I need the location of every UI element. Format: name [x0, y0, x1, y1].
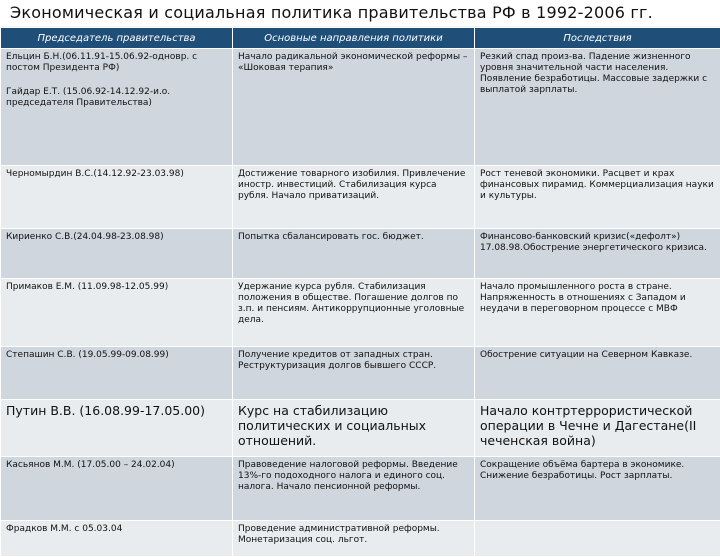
cell-policy: Проведение административной реформы. Монетаризация соц. льгот.: [233, 521, 475, 557]
table-row: [1, 521, 720, 557]
header-chair: Председатель правительства: [1, 28, 233, 49]
table-row: [1, 49, 720, 166]
table-row: [1, 279, 720, 347]
table-row: [1, 166, 720, 229]
cell-policy: Получение кредитов от западных стран. Реструктуризация долгов бывшего СССР.: [233, 347, 475, 400]
table-row: [1, 347, 720, 400]
cell-result: Рост теневой экономики. Расцвет и крах финансовых пирамид. Коммерциализация науки и культуры.: [475, 166, 720, 229]
cell-chair: Степашин С.В. (19.05.99-09.08.99): [1, 347, 233, 400]
cell-chair: [1, 49, 233, 166]
header-result: Последствия: [475, 28, 720, 49]
table-row: [1, 229, 720, 279]
policy-table: [0, 27, 720, 557]
table-row: [1, 400, 720, 457]
cell-chair: Кириенко С.В.(24.04.98-23.08.98): [1, 229, 233, 279]
chair-name-secondary: Гайдар Е.Т. (15.06.92-14.12.92-и.о. председателя Правительства): [6, 87, 227, 109]
cell-result: Резкий спад произ-ва. Падение жизненного уровня значительной части населения. Появление безработицы. Массовые задержки с выплатой зарплаты.: [475, 49, 720, 166]
table-header-row: [1, 28, 720, 49]
cell-policy: Начало радикальной экономической реформы – «Шоковая терапия»: [233, 49, 475, 166]
header-policy: Основные направления политики: [233, 28, 475, 49]
cell-policy: Курс на стабилизацию политических и социальных отношений.: [233, 400, 475, 457]
cell-result: Финансово-банковский кризис(«дефолт») 17.08.98.Обострение энергетического кризиса.: [475, 229, 720, 279]
cell-policy: Правоведение налоговой реформы. Введение 13%-го подоходного налога и единого соц. налога. Начало пенсионной реформы.: [233, 457, 475, 521]
table-row: [1, 457, 720, 521]
cell-result: Обострение ситуации на Северном Кавказе.: [475, 347, 720, 400]
cell-chair: Касьянов М.М. (17.05.00 – 24.02.04): [1, 457, 233, 521]
cell-chair: Путин В.В. (16.08.99-17.05.00): [1, 400, 233, 457]
cell-chair: Примаков Е.М. (11.09.98-12.05.99): [1, 279, 233, 347]
cell-chair: Черномырдин В.С.(14.12.92-23.03.98): [1, 166, 233, 229]
cell-result: Сокращение объёма бартера в экономике. Снижение безработицы. Рост зарплаты.: [475, 457, 720, 521]
cell-result: [475, 521, 720, 557]
cell-chair: Фрадков М.М. с 05.03.04: [1, 521, 233, 557]
page-title: Экономическая и социальная политика правительства РФ в 1992-2006 гг.: [10, 3, 653, 22]
chair-name: Ельцин Б.Н.(06.11.91-15.06.92-одновр. с постом Президента РФ): [6, 52, 227, 74]
cell-policy: Попытка сбалансировать гос. бюджет.: [233, 229, 475, 279]
cell-result: Начало контртеррористической операции в Чечне и Дагестане(II чеченская война): [475, 400, 720, 457]
title-bar: [0, 0, 720, 26]
cell-policy: Достижение товарного изобилия. Привлечение иностр. инвестиций. Стабилизация курса рубля. Начало приватизаций.: [233, 166, 475, 229]
cell-policy: Удержание курса рубля. Стабилизация положения в обществе. Погашение долгов по з.п. и пенсиям. Антикоррупционные уголовные дела.: [233, 279, 475, 347]
cell-result: Начало промышленного роста в стране. Напряженность в отношениях с Западом и неудачи в переговорном процессе с МВФ: [475, 279, 720, 347]
